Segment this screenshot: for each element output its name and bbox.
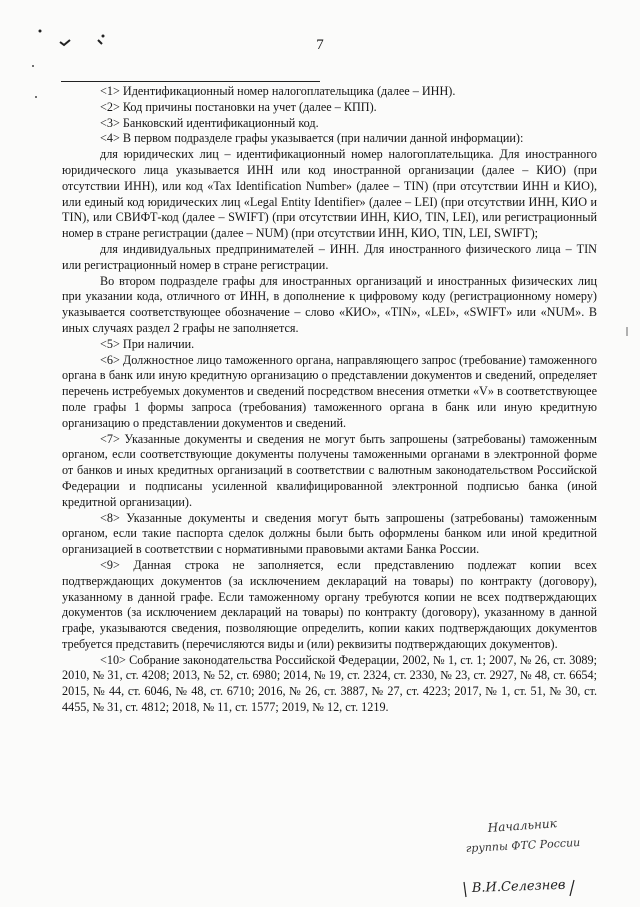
handwritten-line-1: Начальник bbox=[487, 816, 558, 835]
handwritten-line-2: группы ФТС России bbox=[465, 836, 581, 855]
footnote-7: <7> Указанные документы и сведения не могут быть запрошены (затребованы) таможенным органом, если соответствующие документы получены таможенными органами в электронной форме от банков и иных кредитных организаций в соответствии с валютным законодательством Российской Федерации и подписаны усиленной квалифицированной электронной подписью банка (иной кредитной организации). bbox=[62, 431, 597, 509]
footnote-8: <8> Указанные документы и сведения могут быть запрошены (затребованы) таможенным органом, если такие паспорта сделок должны были быть оформлены банком или иной кредитной организацией в соответствии с нормативными правовыми актами Банка России. bbox=[62, 510, 597, 557]
footnote-6: <6> Должностное лицо таможенного органа, направляющего запрос (требование) таможенного органа в банк или иную кредитную организацию о представлении документов и сведений, определяет перечень истребуемых документов и сведений посредством внесения отметки «V» в соответствующее поле графы 1 формы запроса (требования) таможенного органа в банк или иную кредитную организацию о представлении документов и сведений. bbox=[62, 352, 597, 430]
footnote-4-individuals: для индивидуальных предпринимателей – ИНН. Для иностранного физического лица – TIN или регистрационный номер в стране регистрации. bbox=[62, 241, 597, 272]
page-number: 7 bbox=[316, 37, 324, 53]
footnote-3: <3> Банковский идентификационный код. bbox=[100, 115, 319, 130]
footnote-4-legal-entities: для юридических лиц – идентификационный номер налогоплательщика. Для иностранного юридического лица указывается ИНН или код иностранной организации (далее – КИО) (при отсутствии ИНН), или код «Tax Identification Number» (далее – TIN) (при отсутствии ИНН и КИО), или единый код юридических лиц «Legal Entity Identifier» (далее – LEI) (при отсутствии ИНН, КИО и TIN), или СВИФТ-код (далее – SWIFT) (при отсутствии ИНН, КИО, TIN, LEI), или регистрационный номер в стране регистрации (далее – NUM) (при отсутствии ИНН, КИО, TIN, LEI, SWIFT); bbox=[62, 147, 597, 241]
footnotes bbox=[62, 84, 597, 716]
footnote-4: <4> В первом подразделе графы указывается (при наличии данной информации): bbox=[100, 131, 524, 146]
footnote-1: <1> Идентификационный номер налогоплательщика (далее – ИНН). bbox=[100, 84, 456, 98]
handwritten-line-3: В.И.Селезнев bbox=[471, 877, 566, 896]
footnote-10: <10> Собрание законодательства Российской Федерации, 2002, № 1, ст. 1; 2007, № 26, ст. 3089; 2010, № 31, ст. 4208; 2013, № 52, ст. 6980; 2014, № 19, ст. 2324, ст. 2330, № 23, ст. 2927, № 48, ст. 6654; 2015, № 44, ст. 6046, № 48, ст. 6710; 2016, № 26, ст. 3887, № 27, ст. 4223; 2017, № 1, ст. 51, № 30, ст. 4455, № 31, ст. 4812; 2018, № 11, ст. 1577; 2019, № 12, ст. 1219. bbox=[62, 652, 597, 715]
footnote-2: <2> Код причины постановки на учет (далее – КПП). bbox=[100, 99, 377, 114]
footnote-5: <5> При наличии. bbox=[100, 336, 195, 351]
handwritten-signature bbox=[460, 812, 630, 902]
footnote-4-second-subsection: Во втором подразделе графы для иностранных организаций и иностранных физических лиц при указании кода, отличного от ИНН, в дополнение к цифровому коду (регистрационному номеру) указывается соответствующее обозначение – слово «КИО», «TIN», «LEI», «SWIFT» или «NUM». В иных случаях раздел 2 графы не заполняется. bbox=[62, 273, 597, 335]
footnote-separator bbox=[61, 81, 320, 82]
footnote-9: <9> Данная строка не заполняется, если представлению подлежат копии всех подтверждающих документов (за исключением деклараций на товары) по контракту (договору), указанному в данной графе. Если таможенному органу требуются копии не всех подтверждающих документов (за исключением деклараций на товары) по контракту (договору), указанному в данной графе, указываются сведения, позволяющие определить, копии каких подтверждающих документов требуется представить (перечисляются виды и (или) реквизиты подтверждающих документов). bbox=[62, 557, 597, 651]
